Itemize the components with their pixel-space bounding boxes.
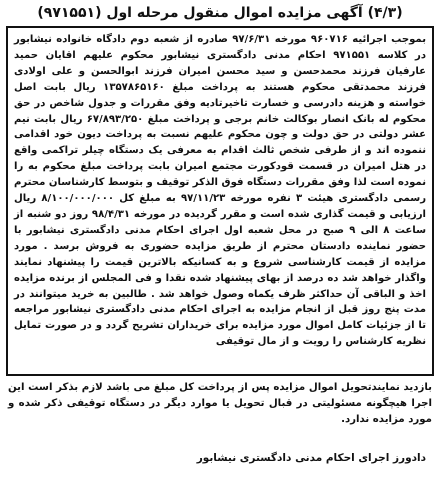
notice-signature: دادورز اجرای احکام مدنی دادگستری نیشابور [196, 452, 426, 464]
notice-footer-text: بازدید نمایندتحویل اموال مزایده پس از پرداخت کل مبلغ می باشد لازم بذکر است این اجرا هیچگونه مسئولیتی در قبال تحویل یا موارد دیگر در دستگاه توقیفی ذکر شده و مورد مزایده ندارد. [8, 382, 432, 425]
notice-border-box [6, 26, 434, 376]
notice-body-text: بموجب اجرائیه ۹۶۰۷۱۶ مورخه ۹۷/۶/۳۱ صادره از شعبه دوم دادگاه خانواده نیشابور در کلاسه ۹۷۱۵۵۱ احکام مدنی دادگستری نیشابور محکوم علیهم اقایان حمید عارفیان فرزند محمدحسن و سید محسن امیران فرزند ابوالحسن و علی اولادی فرزند محمدتقی محکوم هستند به پرداخت مبلغ ۱۳۵۷۸۶۵۱۶۰ ریال بابت اصل خواسته و هزینه دادرسی و خسارت تاخیرتادیه وفق مقررات و جدول شاخص در حق محکوم له بانک انصار بوکالت خانم برجی و پرداخت مبلغ ۶۷/۸۹۳/۲۵۰ ریال بابت نیم عشر دولتی در حق دولت و چون محکوم علیهم نسبت به پرداخت دیون خود اقدامی ننموده اند و از طرفی شخص ثالث اقدام به معرفی یک دستگاه چیلر تراکمی واقع در هتل امیران در قسمت قودکورت مجتمع امیران بابت پرداخت مبلغ محکوم به را نموده است لذا وفق مقررات دستگاه فوق الذکر توقیف و بتوسط کارشناسان محترم رسمی دادگستری هیئت ۳ نفره مورخه ۹۷/۱۱/۲۳ به مبلغ کل ۸/۱۰۰/۰۰۰/۰۰۰ ریال ارزیابی و قیمت گذاری شده است و مقرر گردیده در مورخه ۹۸/۴/۳۱ روز دو شنبه از ساعت ۸ الی ۹ صبح در محل شعبه اول اجرای احکام مدنی دادگستری نیشابور با حضور نماینده دادستان محترم از طریق مزایده حضوری به فروش برسد . مورد مزایده از قیمت کارشناسی شروع و به کسانیکه بالاترین قیمت را پیشنهاد نمایند واگذار خواهد شد ده درصد از بهای پیشنهاد شده نقدا و فی المجلس از برنده مزایده اخذ و الباقی آن حداکثر ظرف یکماه وصول خواهد شد . طالبین به خرید میتوانند در مدت پنج روز قبل از انجام مزایده به اجرای احکام مدنی دادگستری نیشابور مراجعه تا از جزئیات کامل اموال مورد مزایده برای خریداران تشریح گردد و در صورت تمایل نظریه کارشناس را رویت و از مال توقیفی [14, 34, 427, 348]
notice-title: (۴/۳) آگهی مزایده اموال منقول مرحله اول (۹۷۱۵۵۱) [37, 5, 403, 21]
